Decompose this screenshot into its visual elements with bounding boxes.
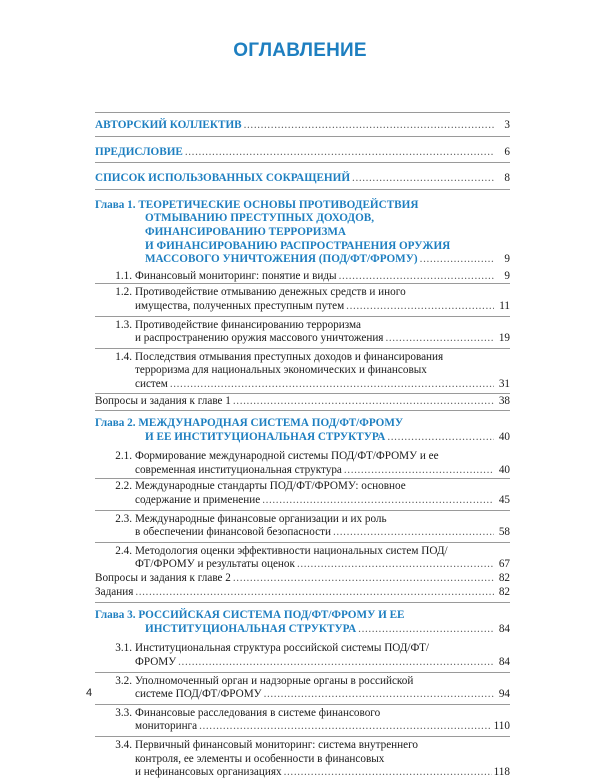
toc-section-1-1[interactable]: 1.1. Финансовый мониторинг: понятие и виды ..... 9 bbox=[95, 270, 510, 284]
toc-section-2-4[interactable]: 2.4. Методология оценки эффективности национальных систем ПОД/ ФТ/ФРОМУ и результаты оценок ..... 67 bbox=[95, 545, 510, 572]
toc-chapter-1[interactable]: Глава 1. ТЕОРЕТИЧЕСКИЕ ОСНОВЫ ПРОТИВОДЕЙСТВИЯ ОТМЫВАНИЮ ПРЕСТУПНЫХ ДОХОДОВ, ФИНАНСИРОВАНИЮ ТЕРРОРИЗМА И ФИНАНСИРОВАНИЮ РАСПРОСТРАНЕНИЯ ОРУЖИЯ МАССОВОГО УНИЧТОЖЕНИЯ (ПОД/ФТ/ФРОМУ) ..... 9 bbox=[95, 199, 510, 267]
toc-section-1-4[interactable]: 1.4. Последствия отмывания преступных доходов и финансирования терроризма для национальных экономических и финансовых систем ..... 31 bbox=[95, 351, 510, 392]
toc-chapter-2[interactable]: Глава 2. МЕЖДУНАРОДНАЯ СИСТЕМА ПОД/ФТ/ФРОМУ И ЕЕ ИНСТИТУЦИОНАЛЬНАЯ СТРУКТУРА ..... 40 bbox=[95, 417, 510, 444]
table-of-contents bbox=[95, 112, 510, 780]
page-number: 4 bbox=[86, 687, 93, 699]
dot-leader bbox=[185, 146, 494, 160]
dot-leader bbox=[385, 332, 494, 346]
dot-leader bbox=[420, 253, 494, 267]
toc-chapter-3[interactable]: Глава 3. РОССИЙСКАЯ СИСТЕМА ПОД/ФТ/ФРОМУ И ЕЕ ИНСТИТУЦИОНАЛЬНАЯ СТРУКТУРА ..... 84 bbox=[95, 609, 510, 636]
dot-leader bbox=[199, 720, 492, 734]
dot-leader bbox=[244, 119, 494, 133]
toc-entry-preface[interactable]: ПРЕДИСЛОВИЕ ..... 6 bbox=[95, 146, 510, 160]
dot-leader bbox=[135, 586, 494, 600]
divider bbox=[95, 136, 510, 146]
dot-leader bbox=[333, 526, 494, 540]
toc-section-1-3[interactable]: 1.3. Противодействие финансированию терроризма и распространению оружия массового уничтожения ..... 19 bbox=[95, 319, 510, 346]
toc-section-2-3[interactable]: 2.3. Международные финансовые организации и их роль в обеспечении финансовой безопасности ..... 58 bbox=[95, 513, 510, 540]
toc-section-3-4[interactable]: 3.4. Первичный финансовый мониторинг: система внутреннего контроля, ее элементы и особенности в финансовых и нефинансовых организациях ..... 118 bbox=[95, 739, 510, 780]
dot-leader bbox=[264, 688, 494, 702]
toc-section-3-3[interactable]: 3.3. Финансовые расследования в системе финансового мониторинга ..... 110 bbox=[95, 707, 510, 734]
divider bbox=[95, 602, 510, 609]
divider bbox=[95, 410, 510, 417]
toc-assignments-2[interactable]: Задания ..... 82 bbox=[95, 586, 510, 600]
dot-leader bbox=[297, 558, 494, 572]
dot-leader bbox=[358, 623, 494, 637]
dot-leader bbox=[178, 656, 494, 670]
dot-leader bbox=[284, 766, 492, 780]
dot-leader bbox=[352, 172, 494, 186]
toc-section-3-1[interactable]: 3.1. Институциональная структура российской системы ПОД/ФТ/ ФРОМУ ..... 84 bbox=[95, 642, 510, 669]
chapter-heading: Глава 2. МЕЖДУНАРОДНАЯ СИСТЕМА ПОД/ФТ/ФРОМУ bbox=[95, 417, 404, 430]
toc-entry-authors[interactable]: АВТОРСКИЙ КОЛЛЕКТИВ ..... 3 bbox=[95, 119, 510, 133]
dot-leader bbox=[387, 431, 494, 445]
toc-section-1-2[interactable]: 1.2. Противодействие отмыванию денежных средств и иного имущества, полученных преступным путем ..... 11 bbox=[95, 286, 510, 313]
toc-section-2-2[interactable]: 2.2. Международные стандарты ПОД/ФТ/ФРОМУ: основное содержание и применение ..... 45 bbox=[95, 480, 510, 507]
divider bbox=[95, 162, 510, 172]
dot-leader bbox=[233, 395, 494, 409]
toc-questions-1[interactable]: Вопросы и задания к главе 1 ..... 38 bbox=[95, 395, 510, 409]
divider bbox=[95, 112, 510, 119]
toc-section-2-1[interactable]: 2.1. Формирование международной системы ПОД/ФТ/ФРОМУ и ее современная институциональная структура ..... 40 bbox=[95, 450, 510, 477]
chapter-heading: Глава 3. РОССИЙСКАЯ СИСТЕМА ПОД/ФТ/ФРОМУ И ЕЕ bbox=[95, 609, 405, 622]
dot-leader bbox=[233, 572, 494, 586]
toc-section-3-2[interactable]: 3.2. Уполномоченный орган и надзорные органы в российской системе ПОД/ФТ/ФРОМУ ..... 94 bbox=[95, 675, 510, 702]
page-title: ОГЛАВЛЕНИЕ bbox=[233, 40, 367, 61]
chapter-heading: Глава 1. ТЕОРЕТИЧЕСКИЕ ОСНОВЫ ПРОТИВОДЕЙСТВИЯ bbox=[95, 198, 419, 211]
toc-entry-abbreviations[interactable]: СПИСОК ИСПОЛЬЗОВАННЫХ СОКРАЩЕНИЙ ..... 8 bbox=[95, 172, 510, 186]
toc-questions-2[interactable]: Вопросы и задания к главе 2 ..... 82 bbox=[95, 572, 510, 586]
dot-leader bbox=[346, 300, 494, 314]
dot-leader bbox=[339, 270, 494, 284]
divider bbox=[95, 189, 510, 199]
dot-leader bbox=[262, 494, 494, 508]
dot-leader bbox=[170, 378, 494, 392]
dot-leader bbox=[344, 464, 494, 478]
